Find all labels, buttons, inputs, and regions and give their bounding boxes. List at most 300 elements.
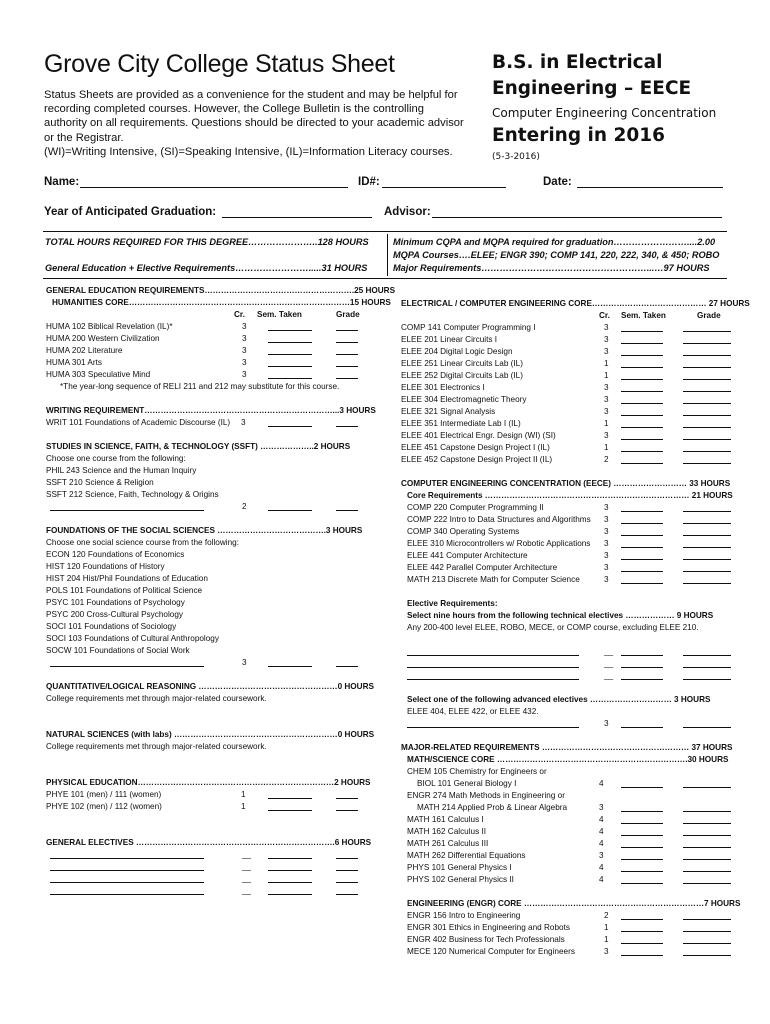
- credit-value: 3: [604, 563, 609, 572]
- graduation-row: [0, 206, 770, 222]
- name-field[interactable]: [80, 176, 348, 188]
- note-text: Choose one course from the following:: [46, 454, 186, 463]
- course-name: ELEE 451 Capstone Design Project I (IL): [401, 443, 550, 452]
- note-text: ECON 120 Foundations of Economics: [46, 550, 185, 559]
- sem-taken-field[interactable]: [621, 802, 663, 812]
- course-row: [46, 885, 358, 897]
- note-text: ENGR 274 Math Methods in Engineering or: [407, 791, 565, 800]
- column-header-gr: Grade: [697, 311, 721, 320]
- intro-line: or the Registrar.: [44, 131, 124, 144]
- course-row: [46, 561, 358, 573]
- course-row: [46, 801, 358, 813]
- course-row: [46, 489, 358, 501]
- graduation-label: Year of Anticipated Graduation:: [44, 206, 217, 218]
- sem-taken-field[interactable]: [268, 333, 312, 343]
- sem-taken-field[interactable]: [621, 718, 663, 728]
- section-heading: [46, 297, 391, 309]
- course-name: ELEE 201 Linear Circuits I: [401, 335, 498, 344]
- sem-taken-field[interactable]: [621, 574, 663, 584]
- intro-line: authority on all requirements. Questions should be directed to your academic advisor: [44, 117, 464, 130]
- credit-value: __: [604, 647, 614, 656]
- id-field[interactable]: [382, 176, 506, 188]
- sem-taken-field[interactable]: [621, 454, 663, 464]
- grade-field[interactable]: [336, 801, 358, 811]
- course-row: [401, 310, 737, 322]
- sem-taken-field[interactable]: [268, 357, 312, 367]
- grade-field[interactable]: [683, 826, 731, 836]
- course-blank-field[interactable]: [50, 873, 204, 883]
- grade-field[interactable]: [683, 862, 731, 872]
- section-heading-text: GENERAL ELECTIVES ……………………………………………………………….6 HOURS: [46, 838, 372, 847]
- credit-value: 1: [604, 935, 609, 944]
- sem-taken-field[interactable]: [268, 861, 312, 871]
- sem-taken-field[interactable]: [268, 873, 312, 883]
- sem-taken-field[interactable]: [621, 370, 663, 380]
- grade-field[interactable]: [683, 502, 731, 512]
- credit-value: 3: [604, 947, 609, 956]
- course-blank-field[interactable]: [407, 658, 579, 668]
- course-name: MATH 261 Calculus III: [407, 839, 489, 848]
- column-header-sem: Sem. Taken: [257, 310, 302, 319]
- grade-field[interactable]: [683, 718, 731, 728]
- grade-field[interactable]: [683, 454, 731, 464]
- section-heading-text: COMPUTER ENGINEERING CONCENTRATION (EECE) ……………………… 33 HOURS: [401, 479, 731, 488]
- credit-value: 3: [242, 370, 247, 379]
- course-row: [401, 430, 737, 442]
- credit-value: __: [242, 874, 252, 883]
- credit-value: __: [242, 862, 252, 871]
- credit-value: 3: [604, 527, 609, 536]
- grade-field[interactable]: [683, 418, 731, 428]
- grade-field[interactable]: [336, 321, 358, 331]
- grade-field[interactable]: [683, 442, 731, 452]
- grade-field[interactable]: [683, 538, 731, 548]
- sem-taken-field[interactable]: [268, 657, 312, 667]
- course-name: MATH 213 Discrete Math for Computer Science: [407, 575, 580, 584]
- course-row: [401, 934, 737, 946]
- grade-field[interactable]: [683, 358, 731, 368]
- section-heading-text: STUDIES IN SCIENCE, FAITH, & TECHNOLOGY (SSFT) ………………..2 HOURS: [46, 442, 351, 451]
- note-text: PHIL 243 Science and the Human Inquiry: [46, 466, 197, 475]
- grade-field[interactable]: [683, 658, 731, 668]
- spacer: [401, 634, 737, 646]
- course-row: [401, 826, 737, 838]
- note-text: SOCI 101 Foundations of Sociology: [46, 622, 177, 631]
- sem-taken-field[interactable]: [621, 406, 663, 416]
- grade-field[interactable]: [683, 838, 731, 848]
- entering-year: Entering in 2016: [492, 125, 665, 146]
- course-row: [401, 502, 737, 514]
- credit-value: 4: [599, 779, 604, 788]
- grade-field[interactable]: [336, 345, 358, 355]
- revision-date: (5-3-2016): [492, 152, 540, 162]
- course-name: COMP 141 Computer Programming I: [401, 323, 536, 332]
- credit-value: 3: [242, 658, 247, 667]
- course-row: [46, 861, 358, 873]
- section-heading-text: MATH/SCIENCE CORE …………………………………………………………….30 HOURS: [407, 755, 729, 764]
- section-heading: [46, 729, 375, 741]
- course-row: [401, 322, 737, 334]
- course-blank-field[interactable]: [407, 646, 579, 656]
- section-heading-text: Select one of the following advanced electives ………………………… 3 HOURS: [407, 695, 711, 704]
- sem-taken-field[interactable]: [268, 849, 312, 859]
- course-row: [401, 454, 737, 466]
- course-row: [401, 406, 737, 418]
- course-row: [401, 790, 737, 802]
- course-blank-field[interactable]: [50, 849, 204, 859]
- grade-field[interactable]: [336, 501, 358, 511]
- sem-taken-field[interactable]: [621, 346, 663, 356]
- credit-value: 3: [604, 407, 609, 416]
- credit-value: __: [242, 850, 252, 859]
- course-blank-field[interactable]: [407, 718, 579, 728]
- grade-field[interactable]: [683, 430, 731, 440]
- grade-field[interactable]: [683, 850, 731, 860]
- sem-taken-field[interactable]: [621, 814, 663, 824]
- grade-field[interactable]: [336, 885, 358, 895]
- grade-field[interactable]: [683, 322, 731, 332]
- sem-taken-field[interactable]: [621, 526, 663, 536]
- section-heading: [401, 598, 737, 610]
- course-name: ELEE 351 Intermediate Lab I (IL): [401, 419, 521, 428]
- grade-field[interactable]: [336, 873, 358, 883]
- note-text: College requirements met through major-related coursework.: [46, 694, 267, 703]
- graduation-field[interactable]: [222, 206, 372, 218]
- course-name: HUMA 102 Biblical Revelation (IL)*: [46, 322, 173, 331]
- note-text: CHEM 105 Chemistry for Engineers or: [407, 767, 547, 776]
- course-row: [401, 346, 737, 358]
- min-qpa: Minimum CQPA and MQPA required for graduation……………………....2.00: [393, 237, 716, 247]
- sem-taken-field[interactable]: [268, 885, 312, 895]
- section-heading-text: HUMANITIES CORE………………………………………………………………………15 HOURS: [52, 298, 391, 307]
- section-heading: [401, 898, 741, 910]
- course-name: PHYS 101 General Physics I: [407, 863, 512, 872]
- credit-value: 4: [599, 875, 604, 884]
- course-name: ELEE 321 Signal Analysis: [401, 407, 496, 416]
- course-row: [46, 621, 358, 633]
- spacer: [46, 393, 358, 405]
- course-row: [401, 670, 737, 682]
- course-row: [46, 549, 358, 561]
- summary-divider: [387, 234, 388, 276]
- course-row: [401, 946, 737, 958]
- credit-value: 3: [604, 383, 609, 392]
- sem-taken-field[interactable]: [621, 658, 663, 668]
- note-text: Any 200-400 level ELEE, ROBO, MECE, or COMP course, excluding ELEE 210.: [407, 623, 699, 632]
- course-row: [46, 537, 358, 549]
- sem-taken-field[interactable]: [268, 369, 312, 379]
- course-row: [401, 358, 737, 370]
- course-row: [401, 394, 737, 406]
- grade-field[interactable]: [336, 861, 358, 871]
- spacer: [46, 765, 358, 777]
- note-text: PSYC 200 Cross-Cultural Psychology: [46, 610, 183, 619]
- section-heading: [401, 298, 750, 310]
- course-row: [401, 538, 737, 550]
- course-row: [46, 369, 358, 381]
- course-name: MATH 161 Calculus I: [407, 815, 484, 824]
- course-row: [401, 622, 737, 634]
- grade-field[interactable]: [683, 394, 731, 404]
- course-row: [46, 585, 358, 597]
- sem-taken-field[interactable]: [621, 322, 663, 332]
- advisor-field[interactable]: [432, 206, 722, 218]
- course-name: ELEE 301 Electronics I: [401, 383, 485, 392]
- note-text: College requirements met through major-related coursework.: [46, 742, 267, 751]
- course-name: ELEE 442 Parallel Computer Architecture: [407, 563, 558, 572]
- credit-value: 3: [242, 322, 247, 331]
- grade-field[interactable]: [683, 670, 731, 680]
- course-name: COMP 222 Intro to Data Structures and Algorithms: [407, 515, 591, 524]
- sem-taken-field[interactable]: [268, 345, 312, 355]
- column-header-gr: Grade: [336, 310, 360, 319]
- sem-taken-field[interactable]: [621, 442, 663, 452]
- sem-taken-field[interactable]: [621, 334, 663, 344]
- grade-field[interactable]: [683, 946, 731, 956]
- course-row: [401, 922, 737, 934]
- course-row: [46, 645, 358, 657]
- course-name: PHYE 102 (men) / 112 (women): [46, 802, 162, 811]
- sem-taken-field[interactable]: [621, 934, 663, 944]
- course-row: [46, 477, 358, 489]
- course-row: [401, 562, 737, 574]
- section-heading: [401, 742, 737, 754]
- sem-taken-field[interactable]: [621, 778, 663, 788]
- grade-field[interactable]: [683, 370, 731, 380]
- date-field[interactable]: [577, 176, 723, 188]
- sem-taken-field[interactable]: [268, 789, 312, 799]
- section-heading-text: Select nine hours from the following technical electives ……………… 9 HOURS: [407, 611, 714, 620]
- sem-taken-field[interactable]: [268, 321, 312, 331]
- course-name: MATH 162 Calculus II: [407, 827, 487, 836]
- sem-taken-field[interactable]: [621, 502, 663, 512]
- credit-value: __: [604, 659, 614, 668]
- sem-taken-field[interactable]: [268, 801, 312, 811]
- spacer: [401, 730, 737, 742]
- section-heading-text: WRITING REQUIREMENT……………………………………………………………...3 HOURS: [46, 406, 376, 415]
- note-text: SOCW 101 Foundations of Social Work: [46, 646, 190, 655]
- course-name: COMP 340 Operating Systems: [407, 527, 520, 536]
- intro-text: [44, 88, 480, 159]
- section-heading-text: Core Requirements ………………………………………………………………… 21 HOURS: [407, 491, 733, 500]
- note-text: PSYC 101 Foundations of Psychology: [46, 598, 185, 607]
- course-row: [401, 850, 737, 862]
- credit-value: 4: [599, 827, 604, 836]
- course-row: [46, 333, 358, 345]
- grade-field[interactable]: [336, 657, 358, 667]
- sem-taken-field[interactable]: [621, 670, 663, 680]
- course-name: ENGR 402 Business for Tech Professionals: [407, 935, 565, 944]
- sem-taken-field[interactable]: [621, 394, 663, 404]
- section-heading: [46, 405, 376, 417]
- section-heading-text: MAJOR-RELATED REQUIREMENTS ……………………………………………… 37 HOURS: [401, 743, 733, 752]
- grade-field[interactable]: [336, 849, 358, 859]
- course-row: [401, 766, 737, 778]
- course-name: ENGR 301 Ethics in Engineering and Robots: [407, 923, 570, 932]
- credit-value: 3: [242, 358, 247, 367]
- course-row: [401, 862, 737, 874]
- grade-field[interactable]: [683, 334, 731, 344]
- grade-field[interactable]: [683, 526, 731, 536]
- grade-field[interactable]: [683, 346, 731, 356]
- sem-taken-field[interactable]: [621, 550, 663, 560]
- date-label: Date:: [543, 176, 572, 188]
- sem-taken-field[interactable]: [621, 358, 663, 368]
- section-heading-text: ELECTRICAL / COMPUTER ENGINEERING CORE…………………………………… 27 HOURS: [401, 299, 750, 308]
- note-text: HIST 120 Foundations of History: [46, 562, 165, 571]
- grade-field[interactable]: [683, 514, 731, 524]
- major-hours: Major Requirements………………………………………………...…97 HOURS: [393, 263, 710, 273]
- course-row: [401, 802, 737, 814]
- sem-taken-field[interactable]: [621, 514, 663, 524]
- grade-field[interactable]: [683, 382, 731, 392]
- course-name: PHYS 102 General Physics II: [407, 875, 514, 884]
- course-row: [46, 849, 358, 861]
- section-heading: [46, 441, 358, 453]
- intro-line: Status Sheets are provided as a convenience for the student and may be helpful for: [44, 89, 458, 101]
- spacer: [46, 813, 358, 825]
- course-row: [401, 706, 737, 718]
- spacer: [46, 669, 358, 681]
- course-name: ELEE 452 Capstone Design Project II (IL): [401, 455, 553, 464]
- sem-taken-field[interactable]: [621, 838, 663, 848]
- grade-field[interactable]: [683, 562, 731, 572]
- course-name: ELEE 251 Linear Circuits Lab (IL): [401, 359, 523, 368]
- credit-value: 1: [241, 802, 246, 811]
- section-heading-text: Elective Requirements:: [407, 599, 498, 608]
- course-row: [46, 873, 358, 885]
- course-row: [401, 574, 737, 586]
- credit-value: 1: [604, 359, 609, 368]
- credit-value: 2: [242, 502, 247, 511]
- course-name: ELEE 252 Digital Circuits Lab (IL): [401, 371, 523, 380]
- sem-taken-field[interactable]: [621, 910, 663, 920]
- credit-value: 3: [604, 347, 609, 356]
- course-row: [46, 693, 358, 705]
- course-row: [401, 646, 737, 658]
- degree-line: Engineering – EECE: [492, 78, 692, 99]
- credit-value: 1: [604, 443, 609, 452]
- gen-ed-hours: General Education + Elective Requirements…………………….....31 HOURS: [45, 263, 368, 273]
- grade-field[interactable]: [683, 646, 731, 656]
- credit-value: 3: [242, 346, 247, 355]
- course-row: [46, 609, 358, 621]
- sem-taken-field[interactable]: [621, 562, 663, 572]
- sem-taken-field[interactable]: [621, 850, 663, 860]
- sem-taken-field[interactable]: [621, 826, 663, 836]
- sem-taken-field[interactable]: [621, 862, 663, 872]
- mqpa-courses: MQPA Courses….ELEE; ENGR 390; COMP 141, 220, 222, 340, & 450; ROBO: [393, 250, 720, 260]
- sem-taken-field[interactable]: [621, 538, 663, 548]
- course-blank-field[interactable]: [50, 861, 204, 871]
- sem-taken-field[interactable]: [621, 922, 663, 932]
- course-blank-field[interactable]: [50, 885, 204, 895]
- grade-field[interactable]: [683, 802, 731, 812]
- course-row: [46, 309, 358, 321]
- grade-field[interactable]: [336, 369, 358, 379]
- sem-taken-field[interactable]: [621, 646, 663, 656]
- section-heading: [46, 285, 396, 297]
- grade-field[interactable]: [683, 934, 731, 944]
- grade-field[interactable]: [336, 357, 358, 367]
- section-heading: [401, 478, 737, 490]
- sem-taken-field[interactable]: [268, 417, 312, 427]
- course-row: [401, 442, 737, 454]
- grade-field[interactable]: [683, 814, 731, 824]
- section-heading-text: ENGINEERING (ENGR) CORE …………………………………………………………7 HOURS: [407, 899, 741, 908]
- sem-taken-field[interactable]: [621, 382, 663, 392]
- course-row: [46, 633, 358, 645]
- grade-field[interactable]: [683, 910, 731, 920]
- sem-taken-field[interactable]: [268, 501, 312, 511]
- spacer: [401, 586, 737, 598]
- degree-line: B.S. in Electrical: [492, 52, 663, 73]
- credit-value: 3: [604, 431, 609, 440]
- course-blank-field[interactable]: [407, 670, 579, 680]
- note-text: SSFT 210 Science & Religion: [46, 478, 154, 487]
- note-text: HIST 204 Hist/Phil Foundations of Education: [46, 574, 208, 583]
- course-row: [401, 334, 737, 346]
- course-blank-field[interactable]: [50, 657, 204, 667]
- credit-value: 2: [604, 455, 609, 464]
- grade-field[interactable]: [336, 333, 358, 343]
- grade-field[interactable]: [683, 874, 731, 884]
- course-row: [401, 514, 737, 526]
- spacer: [401, 466, 737, 478]
- course-row: [46, 357, 358, 369]
- course-row: [401, 814, 737, 826]
- course-row: [46, 417, 358, 429]
- credit-value: 3: [604, 575, 609, 584]
- credit-value: 1: [241, 790, 246, 799]
- course-blank-field[interactable]: [50, 501, 204, 511]
- course-name: MECE 120 Numerical Computer for Engineers: [407, 947, 575, 956]
- course-name: ELEE 441 Computer Architecture: [407, 551, 528, 560]
- course-name: COMP 220 Computer Programming II: [407, 503, 544, 512]
- course-name: MATH 262 Differential Equations: [407, 851, 526, 860]
- course-name: ENGR 156 Intro to Engineering: [407, 911, 521, 920]
- grade-field[interactable]: [336, 417, 358, 427]
- course-name: ELEE 310 Microcontrollers w/ Robotic Applications: [407, 539, 591, 548]
- left-column: [46, 285, 396, 897]
- course-row: [401, 418, 737, 430]
- grade-field[interactable]: [683, 922, 731, 932]
- spacer: [46, 753, 358, 765]
- credit-value: 3: [599, 803, 604, 812]
- sem-taken-field[interactable]: [621, 874, 663, 884]
- grade-field[interactable]: [683, 778, 731, 788]
- section-heading-text: FOUNDATIONS OF THE SOCIAL SCIENCES ………………………………….3 HOURS: [46, 526, 363, 535]
- note-text: Choose one social science course from the following:: [46, 538, 239, 547]
- course-name: ELEE 401 Electrical Engr. Design (WI) (SI): [401, 431, 556, 440]
- credit-value: 3: [604, 323, 609, 332]
- credit-value: 3: [604, 515, 609, 524]
- credit-value: 2: [604, 911, 609, 920]
- grade-field[interactable]: [683, 574, 731, 584]
- credit-value: 3: [604, 539, 609, 548]
- page-title: Grove City College Status Sheet: [44, 50, 395, 78]
- sem-taken-field[interactable]: [621, 946, 663, 956]
- course-row: [46, 465, 358, 477]
- grade-field[interactable]: [683, 550, 731, 560]
- summary-box: [43, 231, 727, 279]
- sem-taken-field[interactable]: [621, 418, 663, 428]
- course-row: [401, 718, 737, 730]
- grade-field[interactable]: [683, 406, 731, 416]
- spacer: [401, 886, 737, 898]
- sem-taken-field[interactable]: [621, 430, 663, 440]
- grade-field[interactable]: [336, 789, 358, 799]
